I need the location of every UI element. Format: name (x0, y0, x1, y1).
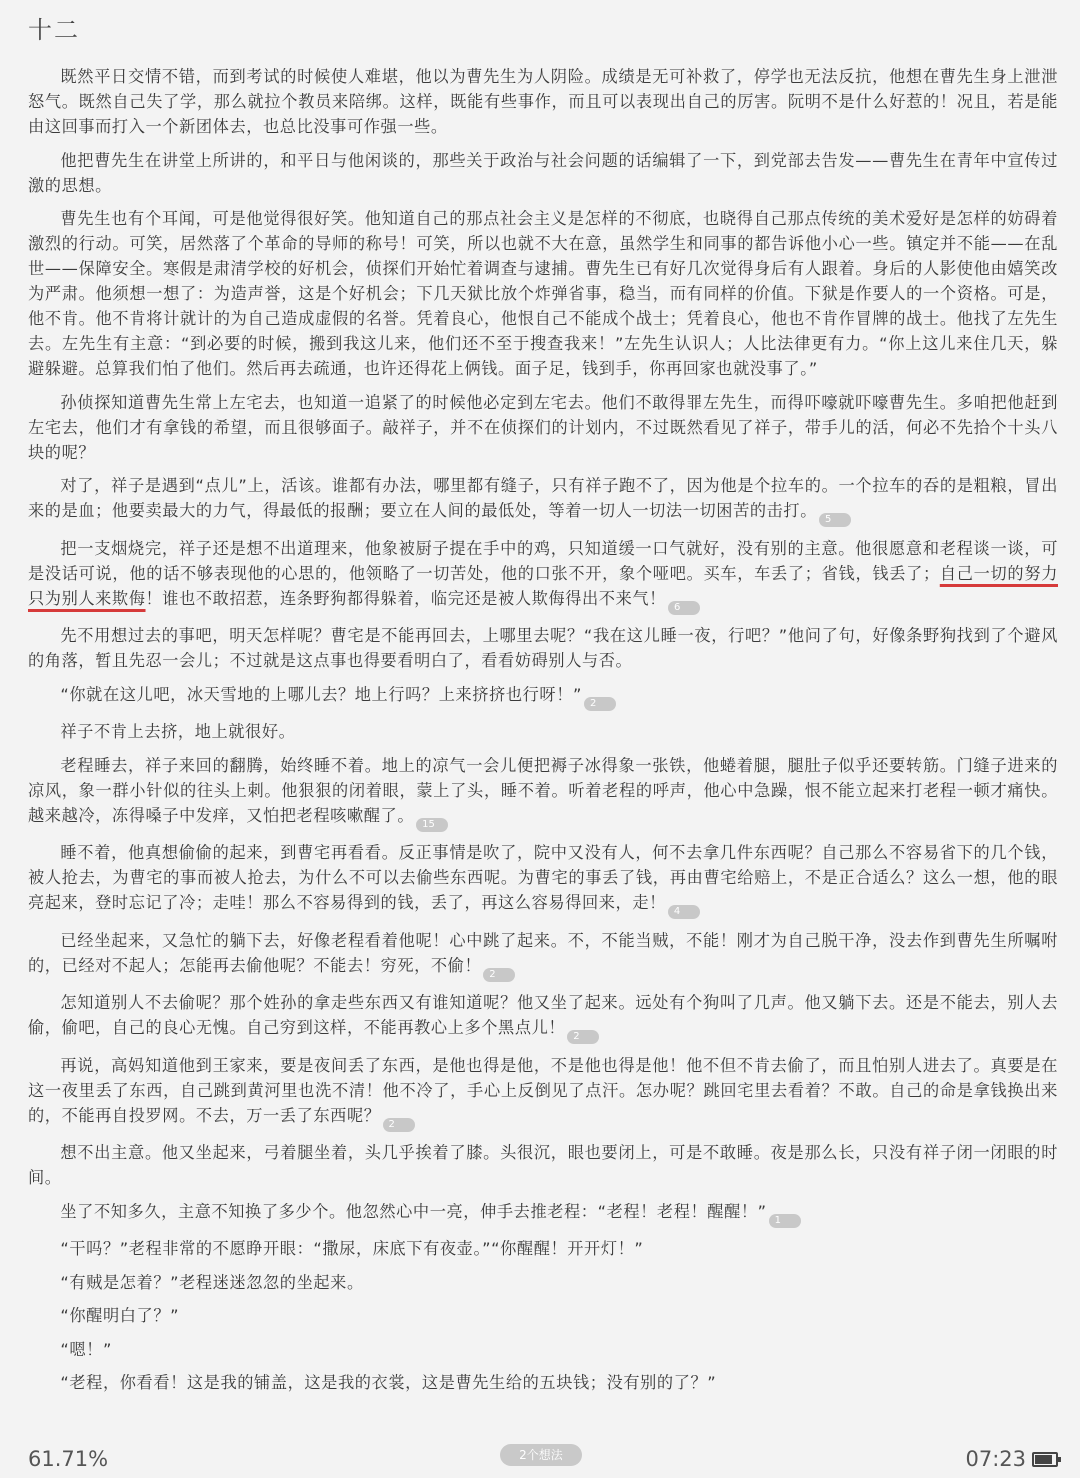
comment-count-badge[interactable]: 4 (668, 905, 700, 919)
paragraph: “干吗？”老程非常的不愿睁开眼：“撒尿，床底下有夜壶。”“你醒醒！开开灯！” (60, 1239, 644, 1258)
paragraph: 睡不着，他真想偷偷的起来，到曹宅再看看。反正事情是吹了，院中又没有人，何不去拿几件东西呢？自己那么不容易省下的几个钱，被人抢去，为曹宅的事而被人抢去，为什么不可以去偷些东西呢。为曹宅的事丢了钱，再由曹宅给赔上，不是正合适么？这么一想，他的眼亮起来，登时忘记了冷；走哇！那么不容易得到的钱，丢了，再这么容易得回来，走！ 4 (28, 843, 1058, 917)
comment-count-badge[interactable]: 2 (383, 1118, 415, 1132)
paragraph: 他把曹先生在讲堂上所讲的，和平日与他闲谈的，那些关于政治与社会问题的话编辑了一下，到党部去告发——曹先生在青年中宣传过激的思想。 (28, 150, 1058, 195)
reader-content[interactable] (28, 64, 1058, 1404)
comment-count-badge[interactable]: 6 (668, 601, 700, 615)
comment-count-badge[interactable]: 5 (819, 513, 851, 527)
paragraph: “你醒明白了？” (60, 1306, 180, 1325)
comment-count-badge[interactable]: 2 (584, 697, 616, 711)
battery-icon (1032, 1452, 1058, 1467)
paragraph: 对了，祥子是遇到“点儿”上，活该。谁都有办法，哪里都有缝子，只有祥子跑不了，因为他是个拉车的。一个拉车的吞的是粗粮，冒出来的是血；他要卖最大的力气，得最低的报酬；要立在人间的最低处，等着一切人一切法一切困苦的击打。 5 (28, 476, 1058, 525)
comment-count-badge[interactable]: 1 (769, 1214, 801, 1228)
paragraph: 怎知道别人不去偷呢？那个姓孙的拿走些东西又有谁知道呢？他又坐了起来。远处有个狗叫了几声。他又躺下去。还是不能去，别人去偷，偷吧，自己的良心无愧。自己穷到这样，不能再教心上多个黑点儿！ 2 (28, 993, 1058, 1042)
comment-count-badge[interactable]: 2 (567, 1030, 599, 1044)
comment-count-badge[interactable]: 15 (416, 818, 448, 832)
paragraph: 坐了不知多久，主意不知换了多少个。他忽然心中一亮，伸手去推老程：“老程！老程！醒醒！” 1 (28, 1199, 1058, 1228)
paragraph: 孙侦探知道曹先生常上左宅去，也知道一追紧了的时候他必定到左宅去。他们不敢得罪左先生，而得吓嚎就吓嚎曹先生。多咱把他赶到左宅去，他们才有拿钱的希望，而且很够面子。敲祥子，并不在侦探们的计划内，不过既然看见了祥子，带手儿的活，何必不先拾个十头八块的呢？ (28, 392, 1058, 462)
clock-time: 07:23 (965, 1447, 1026, 1471)
chapter-title: 十二 (28, 16, 80, 44)
reading-progress: 61.71% (28, 1447, 109, 1471)
paragraph: “有贼是怎着？”老程迷迷忽忽的坐起来。 (60, 1272, 364, 1292)
paragraph: 先不用想过去的事吧，明天怎样呢？曹宅是不能再回去，上哪里去呢？“我在这儿睡一夜，行吧？”他问了句，好像条野狗找到了个避风的角落，暂且先忍一会儿；不过就是这点事也得要看明白了，看看妨碍别人与否。 (28, 626, 1058, 670)
comment-count-badge[interactable]: 2 (483, 968, 515, 982)
paragraph: 再说，高妈知道他到王家来，要是夜间丢了东西，是他也得是他，不是他也得是他！他不但不肯去偷了，而且怕别人进去了。真要是在这一夜里丢了东西，自己跳到黄河里也洗不清！他不冷了，手心上反倒见了点汗。怎办呢？跳回宅里去看着？不敢。自己的命是拿钱换出来的，不能再自投罗网。不去，万一丢了东西呢？ 2 (28, 1055, 1058, 1130)
paragraph: 已经坐起来，又急忙的躺下去，好像老程看着他呢！心中跳了起来。不，不能当贼，不能！刚才为自己脱干净，没去作到曹先生所嘱咐的，已经对不起人；怎能再去偷他呢？不能去！穷死，不偷！ 2 (28, 930, 1058, 980)
notes-count-button[interactable]: 2个想法 (500, 1444, 582, 1466)
paragraph: 曹先生也有个耳闻，可是他觉得很好笑。他知道自己的那点社会主义是怎样的不彻底，也晓得自己那点传统的美术爱好是怎样的妨碍着激烈的行动。可笑，居然落了个革命的导师的称号！可笑，所以也就不大在意，虽然学生和同事的都告诉他小心一些。镇定并不能——在乱世——保障安全。寒假是肃清学校的好机会，侦探们开始忙着调查与逮捕。曹先生已有好几次觉得身后有人跟着。身后的人影使他由嬉笑改为严肃。他须想一想了：为造声誉，这是个好机会；下几天狱比放个炸弹省事，稳当，而有同样的价值。下狱是作要人的一个资格。可是，他不肯。他不肯将计就计的为自己造成虚假的名誉。凭着良心，他恨自己不能成个战士；凭着良心，他也不肯作冒牌的战士。他找了左先生去。左先生有主意：“到必要的时候，搬到我这儿来，他们还不至于搜查我来！”左先生认识人；人比法律更有力。“你上这儿来住几天，躲避躲避。总算我们怕了他们。然后再去疏通，也许还得花上俩钱。面子足，钱到手，你再回家也就没事了。” (28, 209, 1058, 378)
battery-level-fill (1035, 1455, 1052, 1464)
status-bar-right (965, 1447, 1058, 1471)
paragraph: 想不出主意。他又坐起来，弓着腿坐着，头几乎挨着了膝。头很沉，眼也要闭上，可是不敢睡。夜是那么长，只没有祥子闭一闭眼的时间。 (28, 1143, 1058, 1187)
paragraph: “嗯！” (60, 1339, 112, 1359)
paragraph: “老程，你看看！这是我的铺盖，这是我的衣裳，这是曹先生给的五块钱；没有别的了？” (60, 1373, 717, 1392)
paragraph: 把一支烟烧完，祥子还是想不出道理来，他象被厨子提在手中的鸡，只知道缓一口气就好，没有别的主意。他很愿意和老程谈一谈，可是没话可说，他的话不够表现他的心思的，他领略了一切苦处，他的口张不开，象个哑吧。买车，车丢了；省钱，钱丢了；自己一切的努力只为别人来欺侮！谁也不敢招惹，连条野狗都得躲着，临完还是被人欺侮得出不来气！ 6 (28, 538, 1058, 613)
paragraph: 既然平日交情不错，而到考试的时候使人难堪，他以为曹先生为人阴险。成绩是无可补救了，停学也无法反抗，他想在曹先生身上泄泄怒气。既然自己失了学，那么就拉个教员来陪绑。这样，既能有些事作，而且可以表现出自己的厉害。阮明不是什么好惹的！况且，若是能由这回事而打入一个新团体去，也总比没事可作强一些。 (28, 67, 1058, 136)
paragraph: 祥子不肯上去挤，地上就很好。 (60, 722, 296, 741)
underlined-highlight[interactable]: 自己一切的努力只为别人来欺侮 (28, 563, 1058, 608)
paragraph: “你就在这儿吧，冰天雪地的上哪儿去？地上行吗？上来挤挤也行呀！” 2 (28, 682, 1058, 711)
paragraph: 老程睡去，祥子来回的翻腾，始终睡不着。地上的凉气一会儿便把褥子冰得象一张铁，他蜷着腿，腿肚子似乎还要转筋。门缝子进来的凉风，象一群小针似的往头上刺。他狠狠的闭着眼，蒙上了头，睡不着。听着老程的呼声，他心中急躁，恨不能立起来打老程一顿才痛快。越来越冷，冻得嗓子中发痒，又怕把老程咳嗽醒了。 15 (28, 755, 1058, 830)
